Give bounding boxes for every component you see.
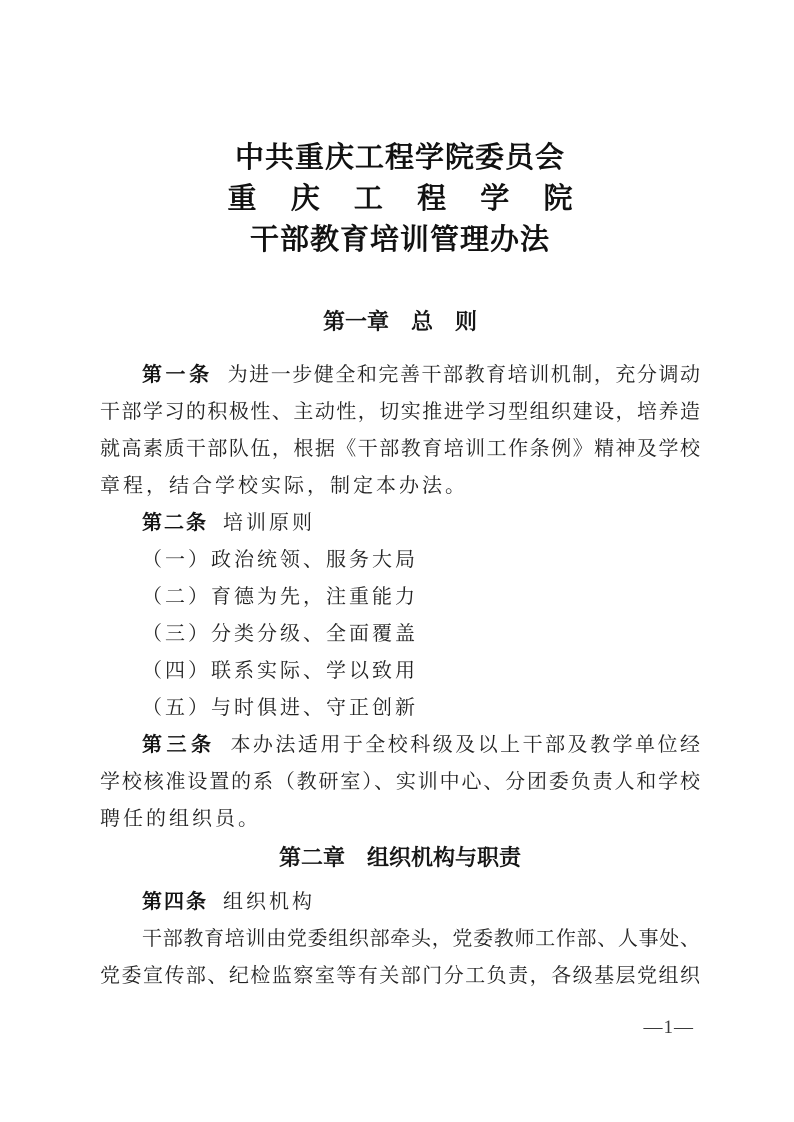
article-2-text: 培训原则	[223, 512, 315, 534]
document-content	[100, 0, 700, 1039]
page-footer	[100, 1017, 700, 1039]
article-3-line-1	[100, 727, 700, 764]
article-4-text: 组织机构	[223, 891, 315, 913]
chapter-2-body	[100, 884, 700, 995]
article-2-label: 第二条	[142, 512, 208, 534]
chapter-1-heading: 第一章 总 则	[322, 309, 477, 334]
article-1-text-1: 为进一步健全和完善干部教育培训机制，充分调动	[227, 364, 700, 386]
article-2-line	[100, 505, 700, 542]
paragraph-5-line-2: 党委宣传部、纪检监察室等有关部门分工负责，各级基层党组织	[100, 965, 700, 987]
page-number: —1—	[643, 1017, 694, 1038]
article-3-line-3: 聘任的组织员。	[100, 808, 261, 830]
principle-item-2: （二）育德为先，注重能力	[142, 586, 418, 608]
principle-item-5: （五）与时俱进、守正创新	[142, 697, 418, 719]
article-1-label: 第一条	[142, 364, 213, 386]
chapter-2-heading: 第二章 组织机构与职责	[278, 845, 521, 870]
document-body	[100, 357, 700, 838]
article-1-line-4: 章程，结合学校实际，制定本办法。	[100, 475, 468, 497]
article-3-line-2: 学校核准设置的系（教研室）、实训中心、分团委负责人和学校	[100, 771, 700, 793]
title-line-1: 中共重庆工程学院委员会	[234, 142, 565, 174]
article-4-line	[100, 884, 700, 921]
article-1-line-2: 干部学习的积极性、主动性，切实推进学习型组织建设，培养造	[100, 401, 700, 423]
article-3-text-1: 本办法适用于全校科级及以上干部及教学单位经	[230, 734, 701, 756]
paragraph-5-line-1: 干部教育培训由党委组织部牵头，党委教师工作部、人事处、	[142, 928, 700, 950]
document-title-block	[100, 0, 700, 261]
article-3-label: 第三条	[142, 734, 216, 756]
title-line-2	[100, 179, 700, 220]
principle-item-3: （三）分类分级、全面覆盖	[142, 623, 418, 645]
article-1-line-1	[100, 357, 700, 394]
principle-item-4: （四）联系实际、学以致用	[142, 660, 418, 682]
principle-item-1: （一）政治统领、服务大局	[142, 549, 418, 571]
title-line-2-text: 重庆工程学院	[227, 183, 573, 215]
title-line-3: 干部教育培训管理办法	[249, 224, 550, 256]
article-4-label: 第四条	[142, 891, 208, 913]
article-1-line-3: 就高素质干部队伍，根据《干部教育培训工作条例》精神及学校	[100, 438, 700, 460]
